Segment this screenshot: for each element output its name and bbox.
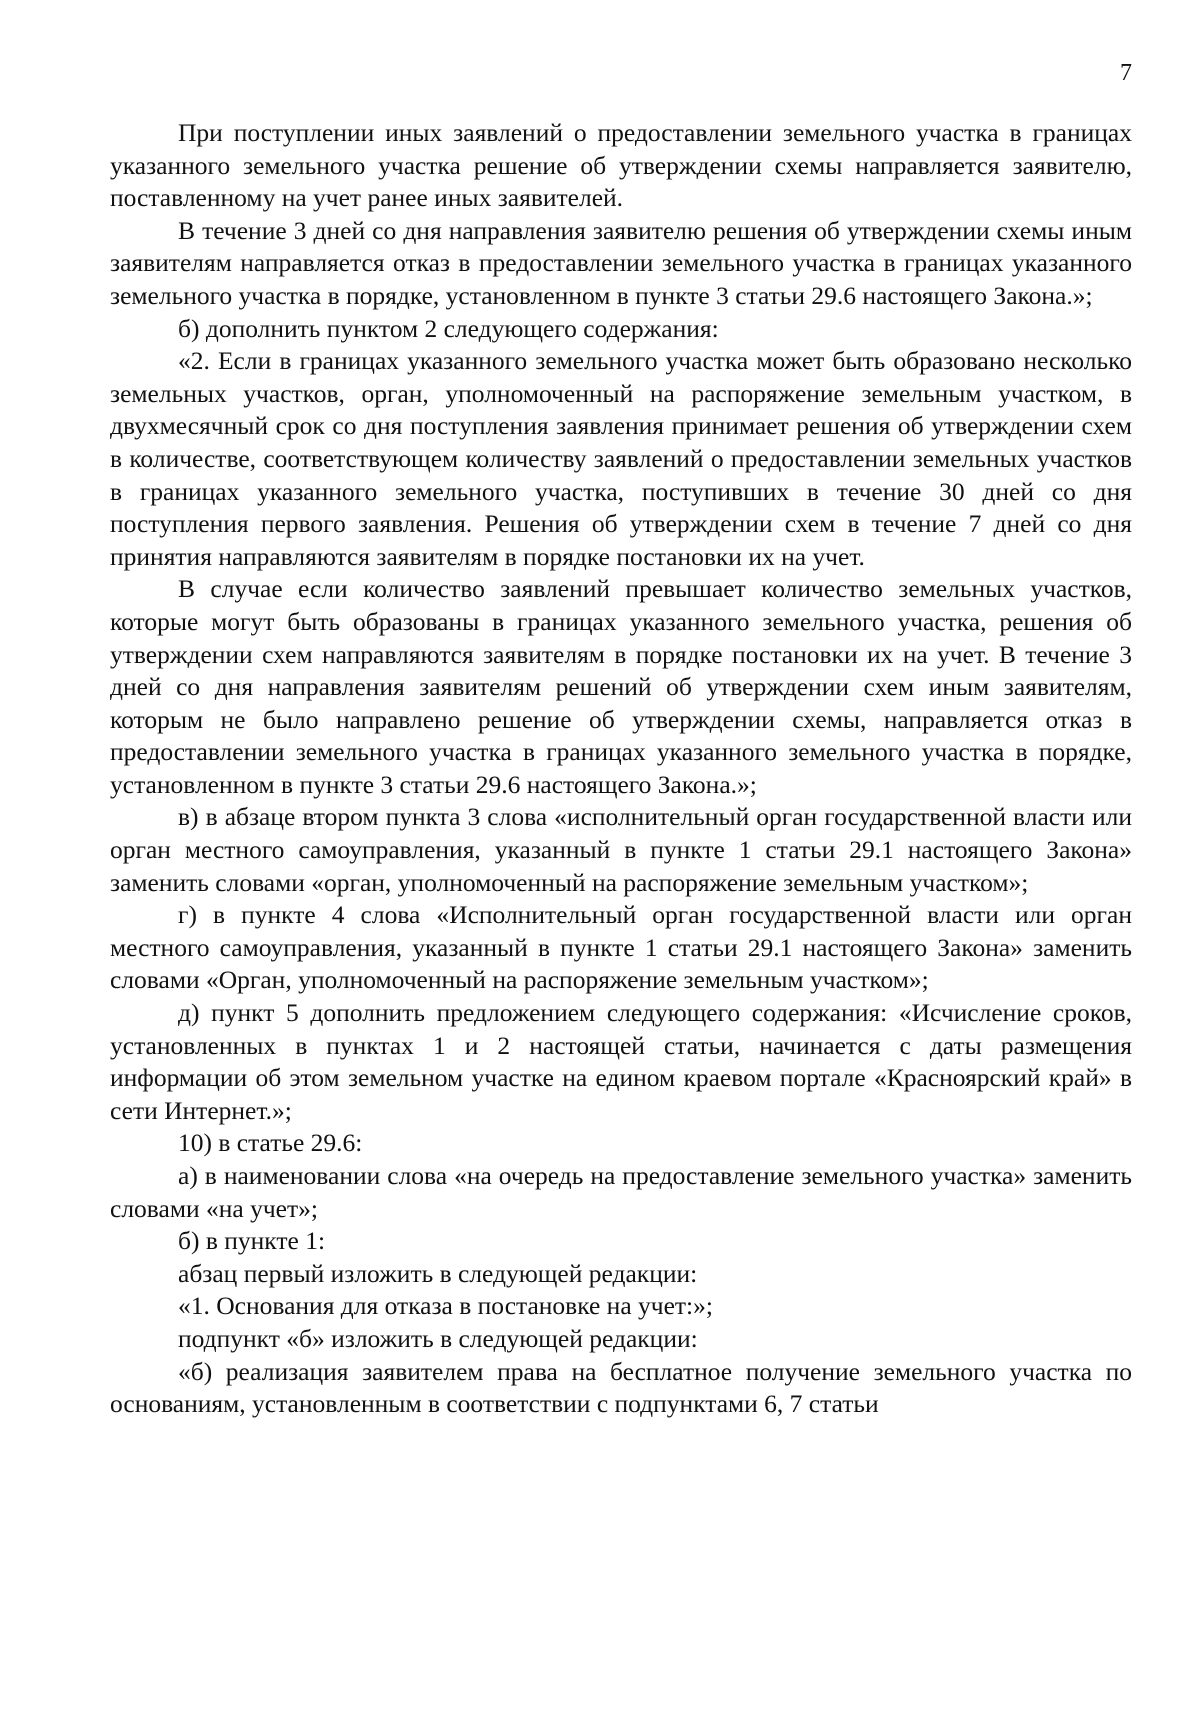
paragraph: д) пункт 5 дополнить предложением следующего содержания: «Исчисление сроков, установленных в пунктах 1 и 2 настоящей статьи, начинается с даты размещения информации об этом земельном участке на едином краевом портале «Красноярский край» в сети Интернет.»; bbox=[110, 998, 1132, 1125]
paragraph: «б) реализация заявителем права на бесплатное получение земельного участка по основаниям, установленным в соответствии с подпунктами 6, 7 статьи bbox=[110, 1356, 1132, 1419]
paragraph: «1. Основания для отказа в постановке на учет:»; bbox=[178, 1291, 713, 1321]
paragraph: В случае если количество заявлений превышает количество земельных участков, которые могут быть образованы в границах указанного земельного участка, решения об утверждении схем направляются заявителям в порядке постановки их на учет. В течение 3 дней со дня направления заявителям решений об утверждении схем иным заявителям, которым не было направлено решение об утверждении схемы, направляется отказ в предоставлении земельного участка в границах указанного земельного участка в порядке, установленном в пункте 3 статьи 29.6 настоящего Закона.»; bbox=[110, 574, 1132, 799]
paragraph: подпункт «б» изложить в следующей редакции: bbox=[178, 1323, 698, 1353]
paragraph: В течение 3 дней со дня направления заявителю решения об утверждении схемы иным заявителям направляется отказ в предоставлении земельного участка в границах указанного земельного участка в порядке, установленном в пункте 3 статьи 29.6 настоящего Закона.»; bbox=[110, 215, 1132, 310]
paragraph: г) в пункте 4 слова «Исполнительный орган государственной власти или орган местного самоуправления, указанный в пункте 1 статьи 29.1 настоящего Закона» заменить словами «Орган, уполномоченный на распоряжение земельным участком»; bbox=[110, 900, 1132, 995]
paragraph: «2. Если в границах указанного земельного участка может быть образовано несколько земельных участков, орган, уполномоченный на распоряжение земельным участком, в двухмесячный срок со дня поступления заявления принимает решения об утверждении схем в количестве, соответствующем количеству заявлений о предоставлении земельных участков в границах указанного земельного участка, поступивших в течение 30 дней со дня поступления первого заявления. Решения об утверждении схем в течение 7 дней со дня принятия направляются заявителям в порядке постановки их на учет. bbox=[110, 346, 1132, 571]
paragraph: в) в абзаце втором пункта 3 слова «исполнительный орган государственной власти или орган местного самоуправления, указанный в пункте 1 статьи 29.1 настоящего Закона» заменить словами «орган, уполномоченный на распоряжение земельным участком»; bbox=[110, 802, 1132, 897]
paragraph: б) в пункте 1: bbox=[178, 1226, 326, 1256]
paragraph: 10) в статье 29.6: bbox=[178, 1128, 363, 1158]
paragraph: б) дополнить пунктом 2 следующего содержания: bbox=[178, 313, 719, 343]
paragraph: При поступлении иных заявлений о предоставлении земельного участка в границах указанного земельного участка решение об утверждении схемы направляется заявителю, поставленному на учет ранее иных заявителей. bbox=[110, 118, 1132, 213]
paragraph: абзац первый изложить в следующей редакции: bbox=[178, 1258, 698, 1288]
document-body bbox=[110, 117, 1132, 1421]
page-number: 7 bbox=[1120, 60, 1132, 86]
paragraph: а) в наименовании слова «на очередь на предоставление земельного участка» заменить словами «на учет»; bbox=[110, 1161, 1132, 1223]
